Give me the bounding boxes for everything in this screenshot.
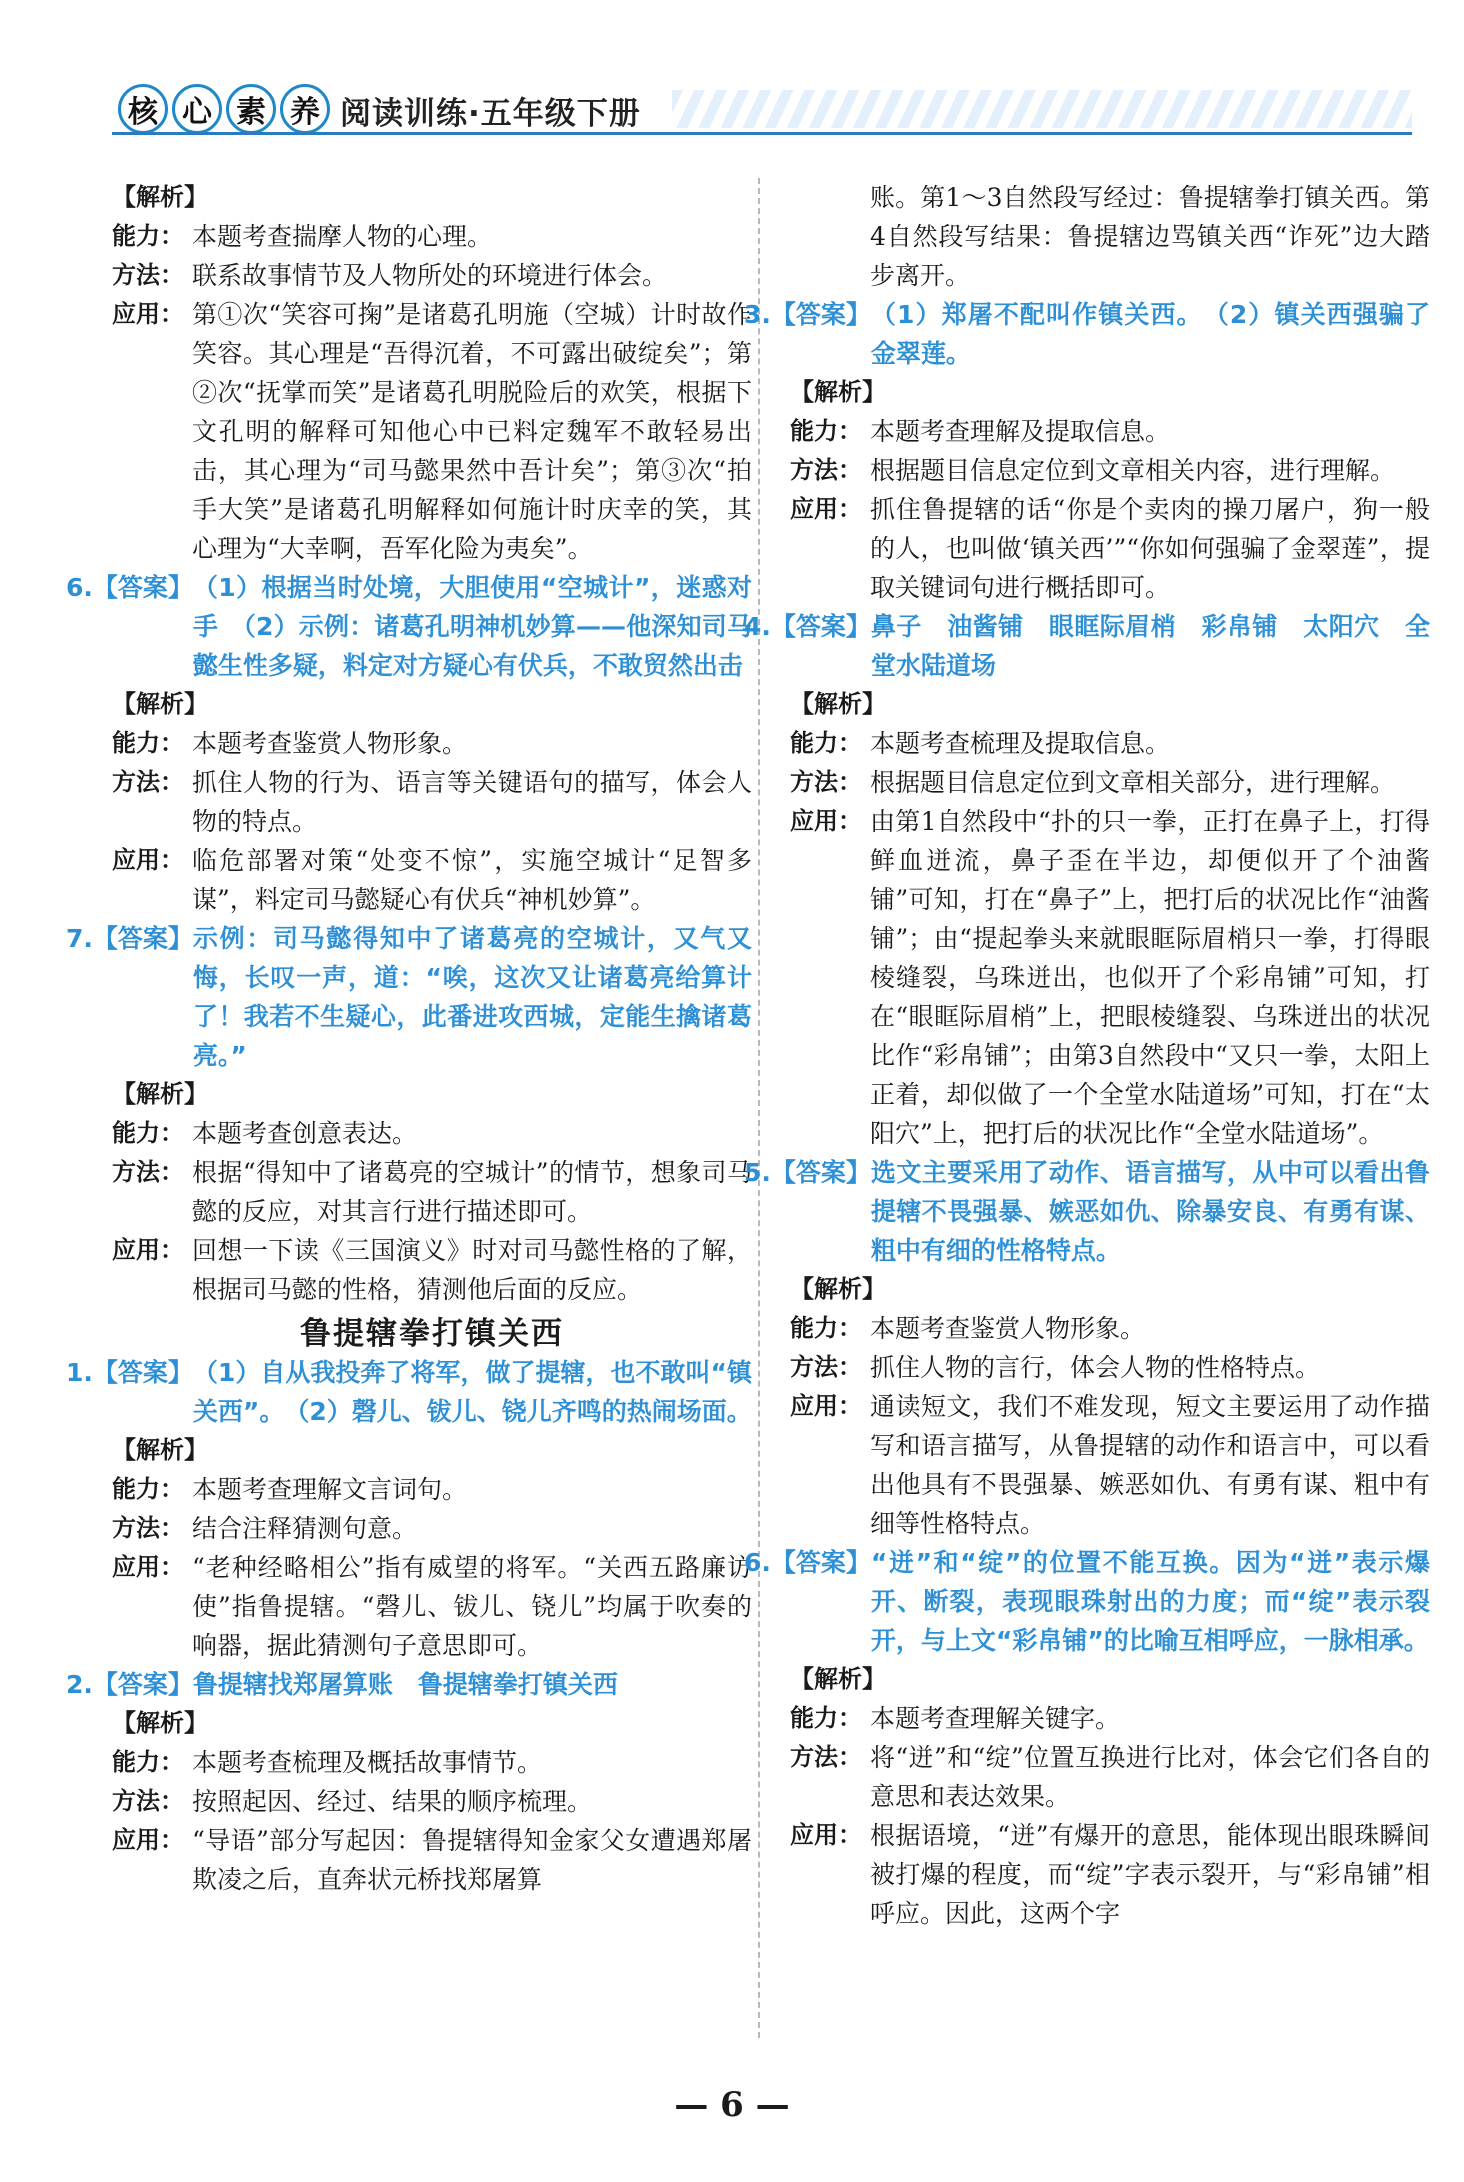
ability-text: 本题考查鉴赏人物形象。	[192, 729, 468, 758]
series-title: 阅读训练·五年级下册	[340, 96, 641, 132]
ability-text: 本题考查创意表达。	[192, 1119, 418, 1148]
application-label: 应用：	[112, 1236, 184, 1264]
ability-label: 能力：	[112, 222, 184, 250]
right-column	[744, 178, 1430, 1933]
ability-label: 能力：	[112, 1748, 184, 1776]
application-row	[112, 841, 752, 919]
answer-2	[66, 1665, 752, 1704]
section-title: 鲁提辖拳打镇关西	[300, 1316, 564, 1352]
ability-label: 能力：	[112, 1119, 184, 1147]
ability-text: 本题考查梳理及提取信息。	[870, 729, 1171, 758]
method-label: 方法：	[112, 1514, 184, 1542]
application-row	[790, 1387, 1430, 1543]
ability-row	[112, 1470, 752, 1509]
answer-text: 选文主要采用了动作、语言描写，从中可以看出鲁提辖不畏强暴、嫉恶如仇、除暴安良、有勇有谋、粗中有细的性格特点。	[870, 1158, 1430, 1265]
ability-label: 能力：	[790, 417, 862, 445]
page-number: — 6 —	[674, 2085, 790, 2125]
application-text: 抓住鲁提辖的话“你是个卖肉的操刀屠户，狗一般的人，也叫做‘镇关西’”“你如何强骗了金翠莲”，提取关键词句进行概括即可。	[870, 495, 1430, 602]
ability-text: 本题考查梳理及概括故事情节。	[192, 1748, 543, 1777]
answer-6b	[744, 1543, 1430, 1660]
ability-label: 能力：	[112, 1475, 184, 1503]
method-label: 方法：	[112, 768, 184, 796]
ability-row	[790, 1309, 1430, 1348]
method-row	[112, 1782, 752, 1821]
application-row	[790, 802, 1430, 1153]
analysis-heading: 【解析】	[112, 690, 208, 718]
page-header	[112, 82, 1412, 140]
method-text: 根据题目信息定位到文章相关部分，进行理解。	[870, 768, 1396, 797]
ability-label: 能力：	[790, 729, 862, 757]
ability-label: 能力：	[790, 1704, 862, 1732]
method-row	[112, 1153, 752, 1231]
application-row	[112, 295, 752, 568]
method-row	[790, 1348, 1430, 1387]
ability-text: 本题考查理解文言词句。	[192, 1475, 468, 1504]
answer-6	[66, 568, 752, 685]
continued-text: 账。第1～3自然段写经过：鲁提辖拳打镇关西。第4自然段写结果：鲁提辖边骂镇关西“诈死”边大踏步离开。	[870, 183, 1430, 290]
method-text: 根据题目信息定位到文章相关内容，进行理解。	[870, 456, 1396, 485]
answer-text: 鲁提辖找郑屠算账 鲁提辖拳打镇关西	[192, 1670, 618, 1699]
analysis-heading: 【解析】	[112, 1709, 208, 1737]
application-label: 应用：	[112, 1553, 184, 1581]
application-row	[112, 1821, 752, 1899]
analysis-heading: 【解析】	[790, 1275, 886, 1303]
method-label: 方法：	[790, 768, 862, 796]
application-label: 应用：	[790, 1821, 862, 1849]
ability-text: 本题考查鉴赏人物形象。	[870, 1314, 1146, 1343]
logo-char: 核	[118, 84, 168, 134]
method-label: 方法：	[112, 261, 184, 289]
ability-text: 本题考查理解及提取信息。	[870, 417, 1171, 446]
application-label: 应用：	[112, 1826, 184, 1854]
method-label: 方法：	[112, 1787, 184, 1815]
application-text: 由第1自然段中“扑的只一拳，正打在鼻子上，打得鲜血迸流，鼻子歪在半边，却便似开了个油酱铺”可知，打在“鼻子”上，把打后的状况比作“油酱铺”；由“提起拳头来就眼眶际眉梢只一拳，打得眼棱缝裂，乌珠迸出，也似开了个彩帛铺”可知，打在“眼眶际眉梢”上，把眼棱缝裂、乌珠迸出的状况比作“彩帛铺”；由第3自然段中“又只一拳，太阳上正着，却似做了一个全堂水陆道场”可知，打在“太阳穴”上，把打后的状况比作“全堂水陆道场”。	[870, 807, 1430, 1148]
application-label: 应用：	[112, 846, 184, 874]
logo-char: 素	[226, 84, 276, 134]
application-label: 应用：	[790, 1392, 862, 1420]
answer-number: 2.【答案】	[66, 1670, 193, 1699]
answer-number: 7.【答案】	[66, 924, 193, 953]
answer-text: 示例：司马懿得知中了诸葛亮的空城计，又气又悔，长叹一声，道：“唉，这次又让诸葛亮给算计了！我若不生疑心，此番进攻西城，定能生擒诸葛亮。”	[192, 924, 752, 1070]
ability-row	[790, 724, 1430, 763]
method-row	[790, 1738, 1430, 1816]
answer-text: （1）自从我投奔了将军，做了提辖，也不敢叫“镇关西”。 （2）磬儿、钹儿、铙儿齐鸣的热闹场面。	[192, 1358, 752, 1426]
application-label: 应用：	[790, 807, 862, 835]
analysis-heading: 【解析】	[790, 1665, 886, 1693]
answer-text: （1）郑屠不配叫作镇关西。 （2）镇关西强骗了金翠莲。	[870, 300, 1430, 368]
left-column	[66, 178, 752, 1899]
method-label: 方法：	[790, 1353, 862, 1381]
application-row	[790, 490, 1430, 607]
application-text: 临危部署对策“处变不惊”，实施空城计“足智多谋”，料定司马懿疑心有伏兵“神机妙算”。	[192, 846, 752, 914]
column-divider	[758, 178, 760, 2038]
answer-number: 1.【答案】	[66, 1358, 193, 1387]
answer-1	[66, 1353, 752, 1431]
answer-4	[744, 607, 1430, 685]
answer-number: 5.【答案】	[744, 1158, 871, 1187]
analysis-heading: 【解析】	[790, 690, 886, 718]
application-row	[112, 1548, 752, 1665]
ability-row	[112, 1743, 752, 1782]
logo-char: 养	[280, 84, 330, 134]
ability-row	[112, 1114, 752, 1153]
ability-text: 本题考查理解关键字。	[870, 1704, 1121, 1733]
method-text: 抓住人物的言行，体会人物的性格特点。	[870, 1353, 1321, 1382]
answer-number: 6.【答案】	[744, 1548, 871, 1577]
method-text: 结合注释猜测句意。	[192, 1514, 418, 1543]
ability-text: 本题考查揣摩人物的心理。	[192, 222, 493, 251]
ability-row	[790, 412, 1430, 451]
answer-number: 3.【答案】	[744, 300, 871, 329]
application-text: 根据语境，“迸”有爆开的意思，能体现出眼珠瞬间被打爆的程度，而“绽”字表示裂开，与“彩帛铺”相呼应。因此，这两个字	[870, 1821, 1430, 1928]
application-row	[790, 1816, 1430, 1933]
answer-7	[66, 919, 752, 1075]
ability-row	[112, 724, 752, 763]
answer-number: 6.【答案】	[66, 573, 193, 602]
series-logo	[118, 84, 330, 134]
analysis-heading: 【解析】	[112, 183, 208, 211]
method-row	[112, 256, 752, 295]
answer-3	[744, 295, 1430, 373]
header-rule	[112, 132, 1412, 135]
continued-row	[790, 178, 1430, 295]
application-label: 应用：	[112, 300, 184, 328]
method-row	[790, 451, 1430, 490]
logo-char: 心	[172, 84, 222, 134]
answer-text: “迸”和“绽”的位置不能互换。因为“迸”表示爆开、断裂，表现眼珠射出的力度；而“绽”表示裂开，与上文“彩帛铺”的比喻互相呼应，一脉相承。	[870, 1548, 1430, 1655]
answer-text: （1）根据当时处境，大胆使用“空城计”，迷惑对手 （2）示例：诸葛孔明神机妙算——他深知司马懿生性多疑，料定对方疑心有伏兵，不敢贸然出击	[192, 573, 752, 680]
ability-row	[790, 1699, 1430, 1738]
answer-5	[744, 1153, 1430, 1270]
analysis-heading: 【解析】	[112, 1436, 208, 1464]
method-text: 根据“得知中了诸葛亮的空城计”的情节，想象司马懿的反应，对其言行进行描述即可。	[192, 1158, 752, 1226]
application-label: 应用：	[790, 495, 862, 523]
application-text: “老种经略相公”指有威望的将军。“关西五路廉访使”指鲁提辖。“磬儿、钹儿、铙儿”均属于吹奏的响器，据此猜测句子意思即可。	[192, 1553, 752, 1660]
method-text: 按照起因、经过、结果的顺序梳理。	[192, 1787, 593, 1816]
application-row	[112, 1231, 752, 1309]
analysis-heading: 【解析】	[112, 1080, 208, 1108]
method-label: 方法：	[112, 1158, 184, 1186]
application-text: 通读短文，我们不难发现，短文主要运用了动作描写和语言描写，从鲁提辖的动作和语言中，可以看出他具有不畏强暴、嫉恶如仇、有勇有谋、粗中有细等性格特点。	[870, 1392, 1430, 1538]
application-text: 第①次“笑容可掬”是诸葛孔明施（空城）计时故作笑容。其心理是“吾得沉着，不可露出破绽矣”；第②次“抚掌而笑”是诸葛孔明脱险后的欢笑，根据下文孔明的解释可知他心中已料定魏军不敢轻易出击，其心理为“司马懿果然中吾计矣”；第③次“拍手大笑”是诸葛孔明解释如何施计时庆幸的笑，其心理为“大幸啊，吾军化险为夷矣”。	[192, 300, 752, 563]
method-text: 联系故事情节及人物所处的环境进行体会。	[192, 261, 668, 290]
ability-row	[112, 217, 752, 256]
application-text: 回想一下读《三国演义》时对司马懿性格的了解，根据司马懿的性格，猜测他后面的反应。	[192, 1236, 752, 1304]
answer-text: 鼻子 油酱铺 眼眶际眉梢 彩帛铺 太阳穴 全堂水陆道场	[870, 612, 1430, 680]
ability-label: 能力：	[112, 729, 184, 757]
header-stripe	[672, 90, 1412, 128]
ability-label: 能力：	[790, 1314, 862, 1342]
method-row	[112, 763, 752, 841]
method-row	[790, 763, 1430, 802]
answer-number: 4.【答案】	[744, 612, 871, 641]
application-text: “导语”部分写起因：鲁提辖得知金家父女遭遇郑屠欺凌之后，直奔状元桥找郑屠算	[192, 1826, 752, 1894]
method-label: 方法：	[790, 1743, 862, 1771]
method-text: 抓住人物的行为、语言等关键语句的描写，体会人物的特点。	[192, 768, 752, 836]
method-label: 方法：	[790, 456, 862, 484]
method-text: 将“迸”和“绽”位置互换进行比对，体会它们各自的意思和表达效果。	[870, 1743, 1430, 1811]
method-row	[112, 1509, 752, 1548]
analysis-heading: 【解析】	[790, 378, 886, 406]
